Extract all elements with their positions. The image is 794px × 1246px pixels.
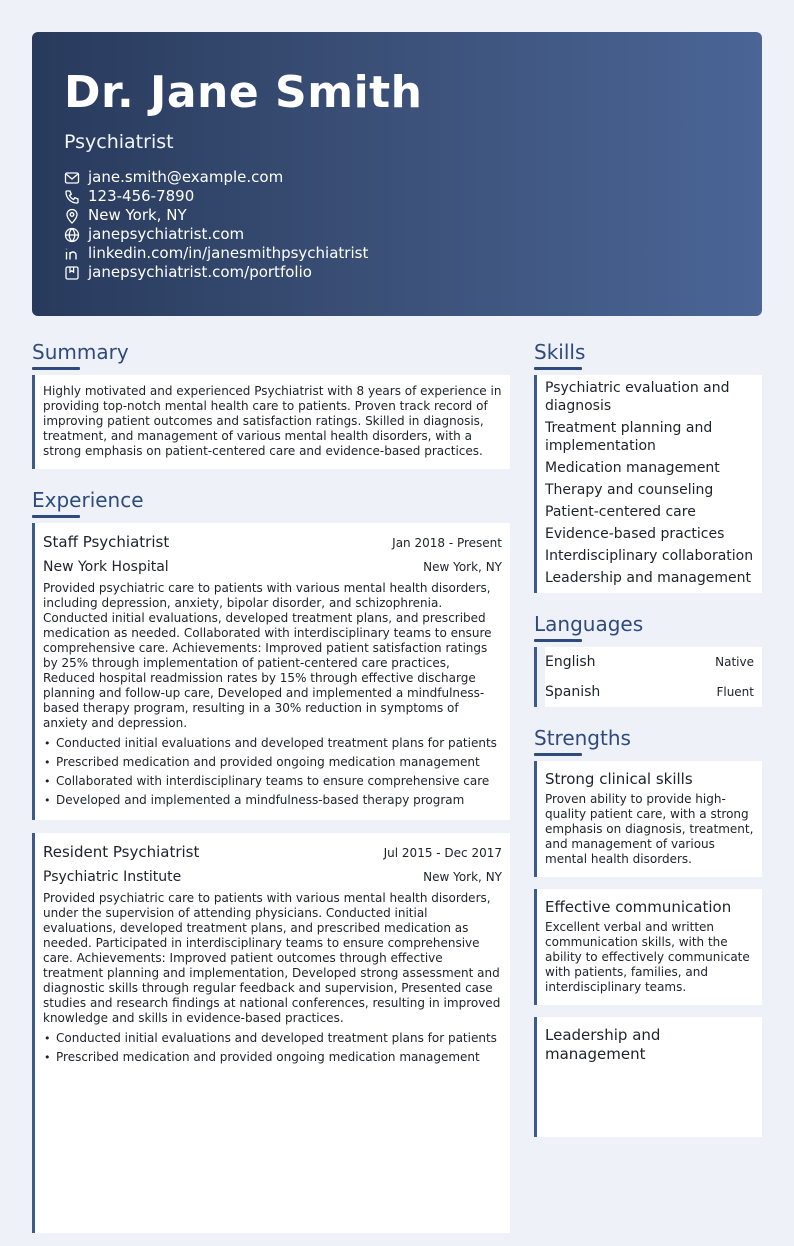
summary-card [32, 375, 510, 469]
job-description: Provided psychiatric care to patients with various mental health disorders, under the supervision of attending physicians. Conducted initial evaluations, developed treatment plans, and prescribed medication as needed. Participated in interdisciplinary teams to ensure comprehensive care. Achievements: Improved patient outcomes through effective treatment planning and implementation, Developed strong assessment and diagnostic skills through regular feedback and supervision, Presented case studies and research findings at national conferences, resulting in improved knowledge and skills in evidence-based practices. [43, 891, 501, 1025]
strengths-section [534, 724, 762, 1137]
job-title: Staff Psychiatrist [43, 533, 170, 551]
contact-website-text: janepsychiatrist.com [88, 225, 245, 243]
skill-item: Psychiatric evaluation and diagnosis [545, 380, 730, 414]
summary-text: Highly motivated and experienced Psychiatrist with 8 years of experience in providing top-notch mental health care to patients. Proven track record of improving patient outcomes and satisfaction ratings. Skilled in diagnosis, treatment, and management of various mental health disorders, with a strong emphasis on patient-centered care and evidence-based practices. [43, 384, 502, 458]
job-bullet: • Collaborated with interdisciplinary teams to ensure comprehensive care [43, 772, 502, 791]
skill-item: Therapy and counseling [545, 482, 714, 498]
job-entry [32, 833, 510, 1233]
job-location: New York, NY [423, 870, 502, 884]
language-name: English [545, 654, 596, 670]
skill-item: Interdisciplinary collaboration [545, 548, 754, 564]
language-level: Native [715, 655, 754, 669]
section-underline [32, 367, 80, 370]
strength-title: Leadership and management [545, 1026, 661, 1063]
job-bullet: • Conducted initial evaluations and developed treatment plans for patients [43, 734, 502, 753]
strength-card [534, 761, 762, 877]
contact-location [64, 206, 730, 225]
job-organization: New York Hospital [43, 559, 169, 575]
location-icon [64, 208, 80, 224]
job-entry [32, 523, 510, 820]
contact-email-text: jane.smith@example.com [88, 168, 284, 186]
contact-phone[interactable] [64, 187, 730, 206]
skills-card [534, 375, 762, 593]
experience-section [32, 486, 510, 1233]
portfolio-icon [64, 265, 80, 281]
contact-portfolio-text: janepsychiatrist.com/portfolio [88, 263, 312, 281]
contact-location-text: New York, NY [88, 206, 187, 224]
job-bullet: • Prescribed medication and provided ongoing medication management [43, 1048, 502, 1067]
language-item [545, 647, 762, 677]
section-underline [32, 515, 80, 518]
strength-card [534, 1017, 762, 1137]
languages-section [534, 610, 762, 707]
job-dates: Jul 2015 - Dec 2017 [383, 846, 502, 860]
strengths-heading: Strengths [534, 726, 631, 750]
job-bullets [43, 734, 502, 810]
language-item [545, 677, 762, 707]
skill-item: Patient-centered care [545, 504, 696, 520]
job-bullet: • Conducted initial evaluations and developed treatment plans for patients [43, 1029, 502, 1048]
strength-title: Strong clinical skills [545, 770, 693, 788]
skill-item: Treatment planning and implementation [545, 420, 713, 454]
job-description: Provided psychiatric care to patients with various mental health disorders, including depression, anxiety, bipolar disorder, and schizophrenia. Conducted initial evaluations, developed treatment plans, and prescribed medication as needed. Collaborated with interdisciplinary teams to ensure comprehensive care. Achievements: Improved patient satisfaction ratings by 25% through implementation of patient-centered care practices, Reduced hospital readmission rates by 15% through effective discharge planning and follow-up care, Developed and implemented a mindfulness-based therapy program, resulting in a 30% reduction in symptoms of anxiety and depression. [43, 581, 492, 730]
strength-description: Proven ability to provide high-quality patient care, with a strong emphasis on diagnosis, treatment, and management of various mental health disorders. [545, 792, 754, 866]
strength-description: Excellent verbal and written communication skills, with the ability to effectively communicate with patients, families, and interdisciplinary teams. [545, 920, 750, 994]
job-bullet: • Developed and implemented a mindfulness-based therapy program [43, 791, 502, 810]
strength-card [534, 889, 762, 1005]
language-name: Spanish [545, 684, 601, 700]
job-dates: Jan 2018 - Present [392, 536, 502, 550]
job-location: New York, NY [423, 560, 502, 574]
skill-item: Medication management [545, 460, 720, 476]
languages-list [534, 647, 762, 707]
resume-header [32, 32, 762, 316]
contact-website[interactable] [64, 225, 730, 244]
languages-heading: Languages [534, 612, 644, 636]
contact-list [64, 168, 730, 282]
summary-section [32, 338, 510, 469]
skill-item: Leadership and management [545, 570, 751, 586]
summary-heading: Summary [32, 340, 129, 364]
mail-icon [64, 170, 80, 186]
job-title: Resident Psychiatrist [43, 843, 200, 861]
contact-linkedin[interactable] [64, 244, 730, 263]
right-column [534, 338, 762, 1149]
experience-heading: Experience [32, 488, 144, 512]
candidate-role: Psychiatrist [64, 131, 174, 153]
contact-email[interactable] [64, 168, 730, 187]
linkedin-icon [64, 246, 80, 262]
contact-portfolio[interactable] [64, 263, 730, 282]
skills-heading: Skills [534, 340, 586, 364]
job-bullets [43, 1029, 502, 1067]
job-bullet: • Prescribed medication and provided ongoing medication management [43, 753, 502, 772]
language-level: Fluent [716, 685, 754, 699]
left-column [32, 338, 510, 1246]
section-underline [534, 753, 582, 756]
strength-title: Effective communication [545, 898, 732, 916]
skills-section [534, 338, 762, 593]
globe-icon [64, 227, 80, 243]
section-underline [534, 367, 582, 370]
candidate-name: Dr. Jane Smith [64, 67, 423, 118]
contact-phone-text: 123-456-7890 [88, 187, 195, 205]
skill-item: Evidence-based practices [545, 526, 725, 542]
contact-linkedin-text: linkedin.com/in/janesmithpsychiatrist [88, 244, 369, 262]
job-organization: Psychiatric Institute [43, 869, 182, 885]
section-underline [534, 639, 582, 642]
phone-icon [64, 189, 80, 205]
